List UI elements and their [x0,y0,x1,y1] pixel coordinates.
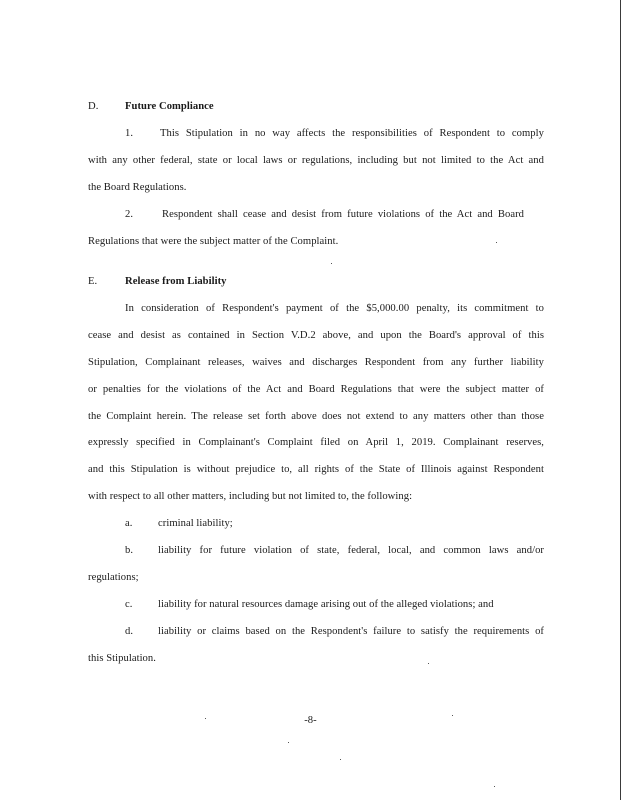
scan-speck [496,242,497,243]
scan-speck [452,715,453,716]
item-b-letter: b. [125,545,134,556]
section-e-letter: E. [88,276,98,287]
scan-speck [331,263,332,264]
section-d-letter: D. [88,101,99,112]
item-d-letter: d. [125,626,134,637]
item-c-text: liability for natural resources damage arising out of the alleged violations; and [158,599,494,610]
section-d-title: Future Compliance [125,101,214,112]
item-d2-number: 2. [125,209,134,220]
scan-speck [288,742,289,743]
item-b-line1: liability for future violation of state, federal, local, and common laws and/or [158,545,544,556]
release-para-line2: cease and desist as contained in Section V.D.2 above, and upon the Board's approval of this [88,330,544,341]
scan-speck [205,718,206,719]
release-para-line4: or penalties for the violations of the Act and Board Regulations that were the subject matter of [88,384,544,395]
item-a-letter: a. [125,518,133,529]
page-number: -8- [304,715,317,726]
section-e-title: Release from Liability [125,276,227,287]
item-d1-line3: the Board Regulations. [88,182,187,193]
release-para-line1: In consideration of Respondent's payment of the $5,000.00 penalty, its commitment to [125,303,544,314]
scan-speck [340,759,341,760]
item-d2-line2: Regulations that were the subject matter of the Complaint. [88,236,339,247]
item-d-line1: liability or claims based on the Respondent's failure to satisfy the requirements of [158,626,544,637]
release-para-line8: with respect to all other matters, including but not limited to, the following: [88,491,413,502]
item-a-text: criminal liability; [158,518,233,529]
item-d-line2: this Stipulation. [88,653,156,664]
scan-speck [494,786,495,787]
item-d2-line1: Respondent shall cease and desist from future violations of the Act and Board [162,209,524,220]
release-para-line7: and this Stipulation is without prejudice to, all rights of the State of Illinois against Respondent [88,464,544,475]
item-c-letter: c. [125,599,133,610]
scan-speck [428,663,429,664]
release-para-line5: the Complaint herein. The release set forth above does not extend to any matters other than those [88,411,544,422]
item-d1-line1: This Stipulation in no way affects the responsibilities of Respondent to comply [160,128,544,139]
item-b-line2: regulations; [88,572,139,583]
release-para-line6: expressly specified in Complainant's Complaint filed on April 1, 2019. Complainant reserves, [88,437,544,448]
release-para-line3: Stipulation, Complainant releases, waives and discharges Respondent from any further liability [88,357,544,368]
item-d1-number: 1. [125,128,134,139]
item-d1-line2: with any other federal, state or local laws or regulations, including but not limited to the Act and [88,155,544,166]
